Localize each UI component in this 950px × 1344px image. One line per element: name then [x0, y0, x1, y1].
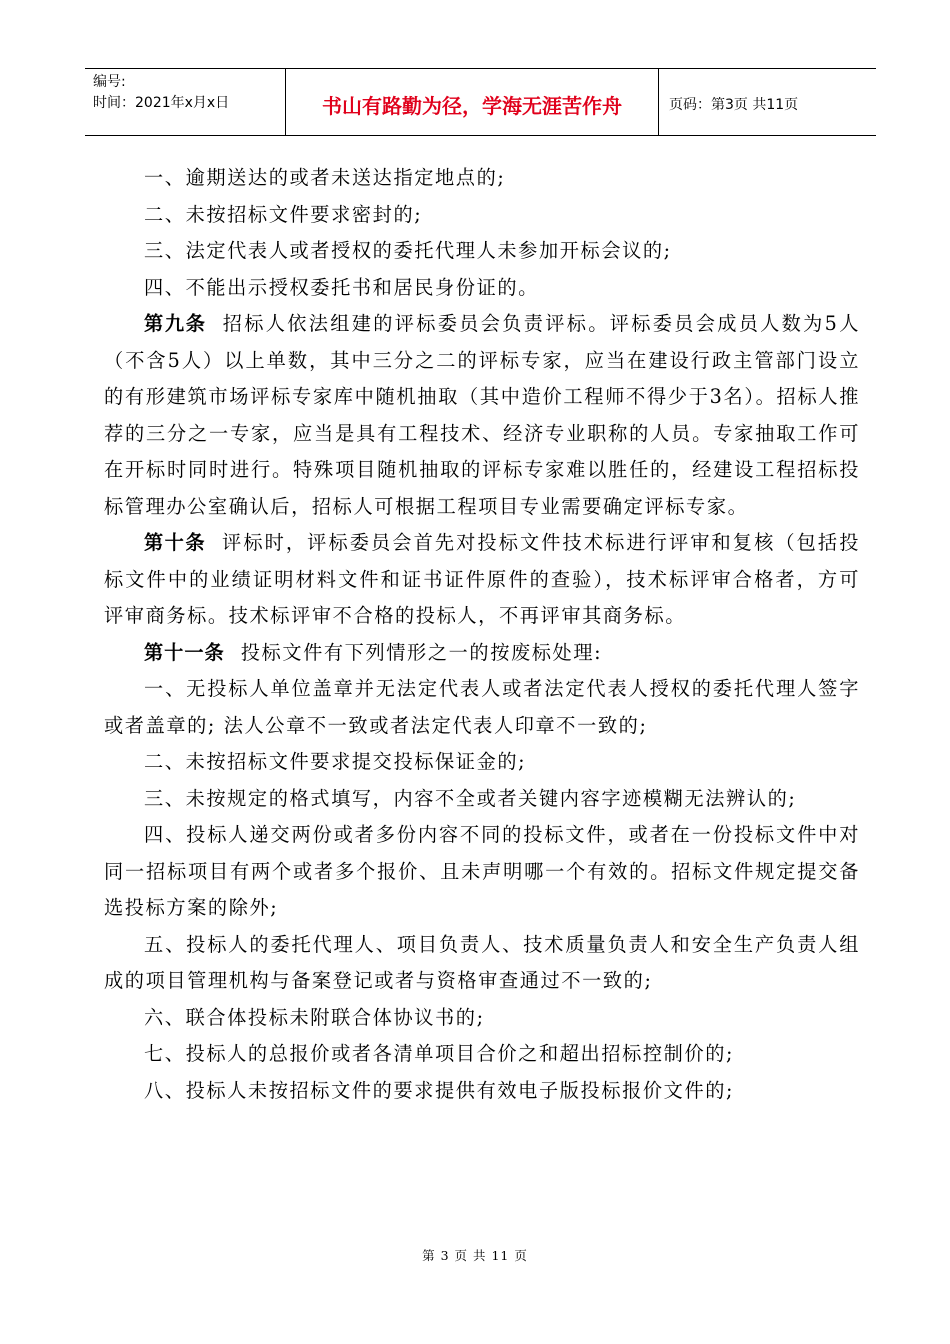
paragraph — [104, 817, 860, 927]
article-heading: 第十一条 — [144, 640, 225, 664]
paragraph — [104, 1073, 860, 1110]
paragraph-text: 三、未按规定的格式填写，内容不全或者关键内容字迹模糊无法辨认的; — [144, 786, 797, 810]
paragraph — [104, 306, 860, 525]
document-number-label: 编号: — [93, 74, 126, 90]
paragraph-text: 评标时，评标委员会首先对投标文件技术标进行评审和复核（包括投标文件中的业绩证明材料文件和证书证件原件的查验），技术标评审合格者，方可评审商务标。技术标评审不合格的投标人，不再评审其商务标。 — [104, 531, 861, 627]
paragraph-text: 一、无投标人单位盖章并无法定代表人或者法定代表人授权的委托代理人签字或者盖章的; 法人公章不一致或者法定代表人印章不一致的; — [104, 677, 860, 737]
article-heading: 第十条 — [144, 531, 207, 554]
paragraph — [104, 781, 860, 818]
article-heading: 第九条 — [144, 312, 207, 335]
paragraph-text: 招标人依法组建的评标委员会负责评标。评标委员会成员人数为5人（不含5人）以上单数，其中三分之二的评标专家，应当在建设行政主管部门设立的有形建筑市场评标专家库中随机抽取（其中造价工程师不得少于3名）。招标人推荐的三分之一专家，应当是具有工程技术、经济专业职称的人员。专家抽取工作可在开标时同时进行。特殊项目随机抽取的评标专家难以胜任的，经建设工程招标投标管理办公室确认后，招标人可根据工程项目专业需要确定评标专家。 — [104, 312, 860, 518]
paragraph — [104, 270, 860, 307]
document-body — [104, 160, 860, 1109]
paragraph — [104, 160, 860, 197]
header-page-label: 页码：第3页 共11页 — [669, 97, 799, 113]
paragraph — [104, 635, 860, 672]
paragraph — [104, 233, 860, 270]
paragraph-text: 八、投标人未按招标文件的要求提供有效电子版投标报价文件的; — [144, 1078, 735, 1102]
paragraph-text: 七、投标人的总报价或者各清单项目合价之和超出招标控制价的; — [144, 1042, 735, 1065]
paragraph-text: 四、投标人递交两份或者多份内容不同的投标文件，或者在一份投标文件中对同一招标项目有两个或者多个报价、且未声明哪一个有效的。招标文件规定提交备选投标方案的除外; — [104, 823, 860, 919]
paragraph-text: 一、逾期送达的或者未送达指定地点的; — [144, 166, 506, 189]
header-motto: 书山有路勤为径，学海无涯苦作舟 — [285, 69, 659, 135]
paragraph-text: 三、法定代表人或者授权的委托代理人未参加开标会议的; — [144, 239, 672, 262]
paragraph-text: 四、不能出示授权委托书和居民身份证的。 — [144, 275, 539, 299]
paragraph — [104, 197, 860, 234]
paragraph-text: 二、未按招标文件要求密封的; — [144, 202, 423, 226]
paragraph — [104, 1036, 860, 1073]
paragraph-text: 投标文件有下列情形之一的按废标处理: — [240, 640, 603, 664]
header-meta — [85, 69, 285, 135]
paragraph — [104, 1000, 860, 1037]
paragraph-text: 六、联合体投标未附联合体协议书的; — [144, 1005, 485, 1029]
page-footer: 第 3 页 共 11 页 — [422, 1248, 528, 1263]
paragraph — [104, 671, 860, 744]
paragraph — [104, 927, 860, 1000]
paragraph-text: 二、未按招标文件要求提交投标保证金的; — [144, 750, 527, 773]
paragraph — [104, 744, 860, 781]
page-header — [85, 68, 876, 136]
paragraph — [104, 525, 860, 635]
paragraph-text: 五、投标人的委托代理人、项目负责人、技术质量负责人和安全生产负责人组成的项目管理机构与备案登记或者与资格审查通过不一致的; — [104, 932, 860, 992]
document-time-label: 时间：2021年x月x日 — [93, 95, 230, 111]
